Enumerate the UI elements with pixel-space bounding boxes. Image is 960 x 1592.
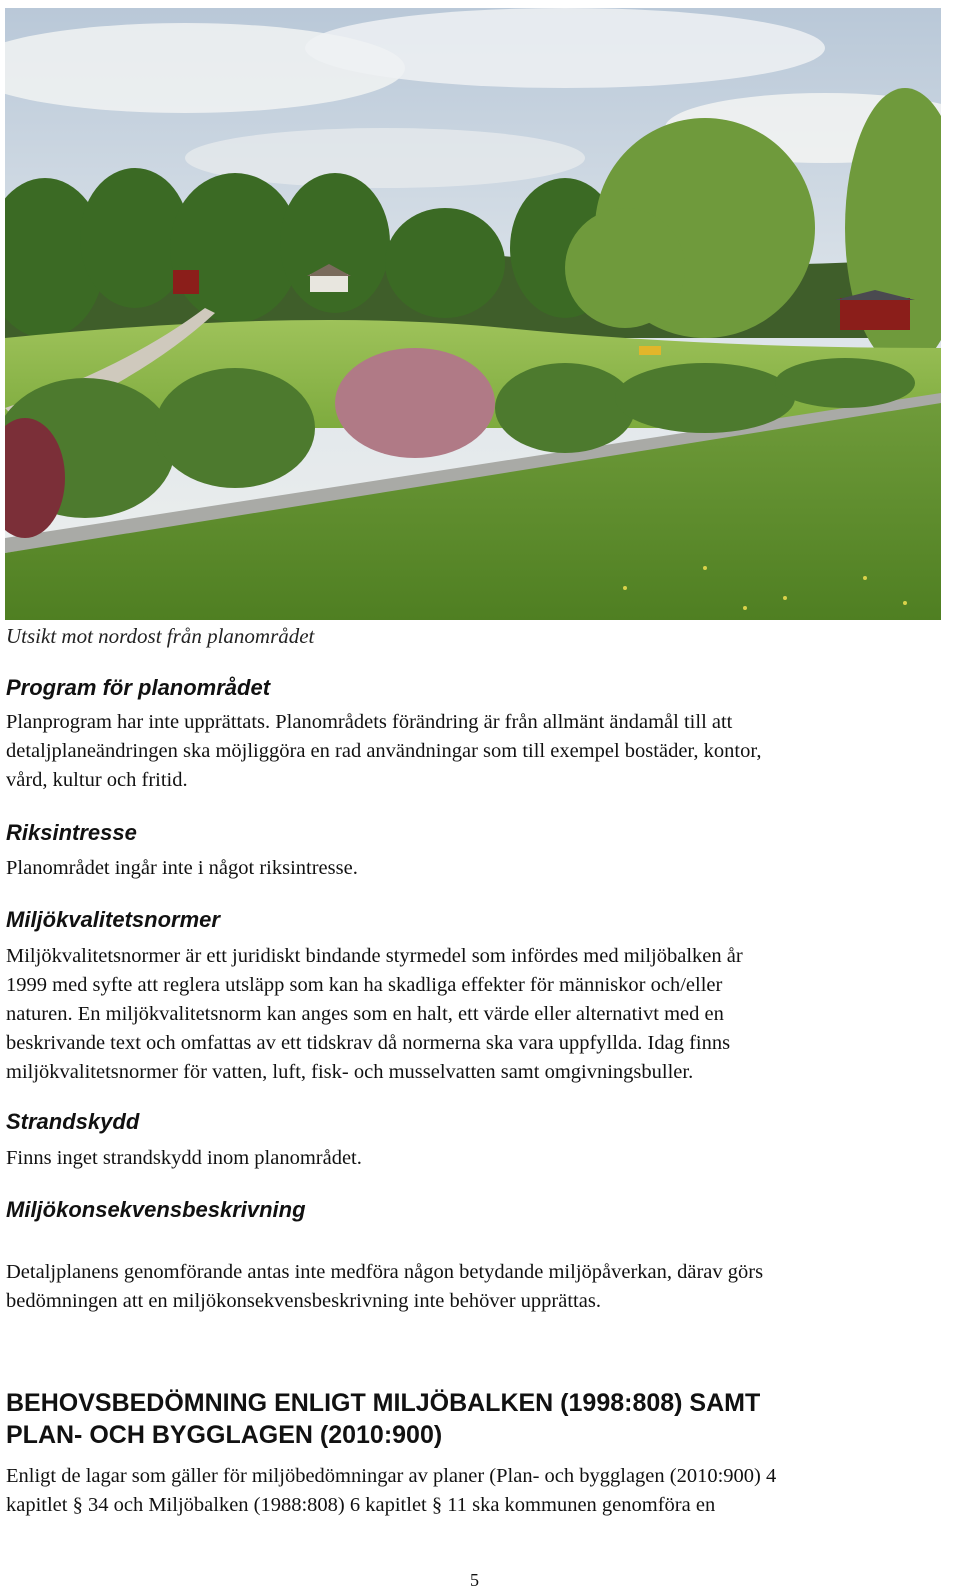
paragraph-line: Planområdet ingår inte i något riksintresse.	[6, 857, 358, 879]
photo-caption: Utsikt mot nordost från planområdet	[6, 624, 315, 648]
paragraph-line: beskrivande text och omfattas av ett tidskrav då normerna ska vara uppfyllda. Idag finns	[6, 1032, 731, 1054]
heading-strandskydd: Strandskydd	[6, 1109, 140, 1134]
paragraph-line: Planprogram har inte upprättats. Planområdets förändring är från allmänt ändamål till att	[6, 711, 733, 733]
paragraph-line: naturen. En miljökvalitetsnorm kan anges som en halt, ett värde eller alternativt med en	[6, 1003, 724, 1025]
paragraph-line: Enligt de lagar som gäller för miljöbedömningar av planer (Plan- och bygglagen (2010:900) 4	[6, 1465, 777, 1487]
paragraph-line: bedömningen att en miljökonsekvensbeskrivning inte behöver upprättas.	[6, 1290, 601, 1312]
landscape-photo-icon	[5, 8, 941, 620]
paragraph-line: miljökvalitetsnormer för vatten, luft, fisk- och musselvatten samt omgivningsbuller.	[6, 1061, 694, 1083]
paragraph-line: kapitlet § 34 och Miljöbalken (1988:808) 6 kapitlet § 11 ska kommunen genomföra en	[6, 1494, 716, 1516]
main-heading	[6, 1387, 906, 1451]
page-number: 5	[470, 1570, 479, 1590]
paragraph-line: Detaljplanens genomförande antas inte medföra någon betydande miljöpåverkan, därav görs	[6, 1261, 764, 1283]
heading-riksintresse: Riksintresse	[6, 820, 137, 845]
paragraph-miljokvalitetsnormer	[6, 942, 946, 1087]
paragraph-riksintresse	[6, 854, 946, 883]
paragraph-line: Miljökvalitetsnormer är ett juridiskt bindande styrmedel som infördes med miljöbalken år	[6, 945, 743, 967]
heading-miljokonsekvensbeskrivning: Miljökonsekvensbeskrivning	[6, 1197, 306, 1222]
landscape-photo	[5, 8, 941, 620]
paragraph-behovsbedomning	[6, 1462, 946, 1520]
paragraph-line: 1999 med syfte att reglera utsläpp som kan ha skadliga effekter för människor och/eller	[6, 974, 723, 996]
paragraph-program	[6, 708, 946, 795]
paragraph-line: Finns inget strandskydd inom planområdet.	[6, 1147, 362, 1169]
paragraph-line: vård, kultur och fritid.	[6, 769, 188, 791]
heading-program: Program för planområdet	[6, 675, 271, 700]
main-heading-line: PLAN- OCH BYGGLAGEN (2010:900)	[6, 1421, 443, 1449]
paragraph-miljokonsekvensbeskrivning	[6, 1258, 946, 1316]
paragraph-strandskydd	[6, 1144, 946, 1173]
main-heading-line: BEHOVSBEDÖMNING ENLIGT MILJÖBALKEN (1998:808) SAMT	[6, 1389, 761, 1417]
heading-miljokvalitetsnormer: Miljökvalitetsnormer	[6, 907, 220, 932]
paragraph-line: detaljplaneändringen ska möjliggöra en rad användningar som till exempel bostäder, kontor,	[6, 740, 762, 762]
